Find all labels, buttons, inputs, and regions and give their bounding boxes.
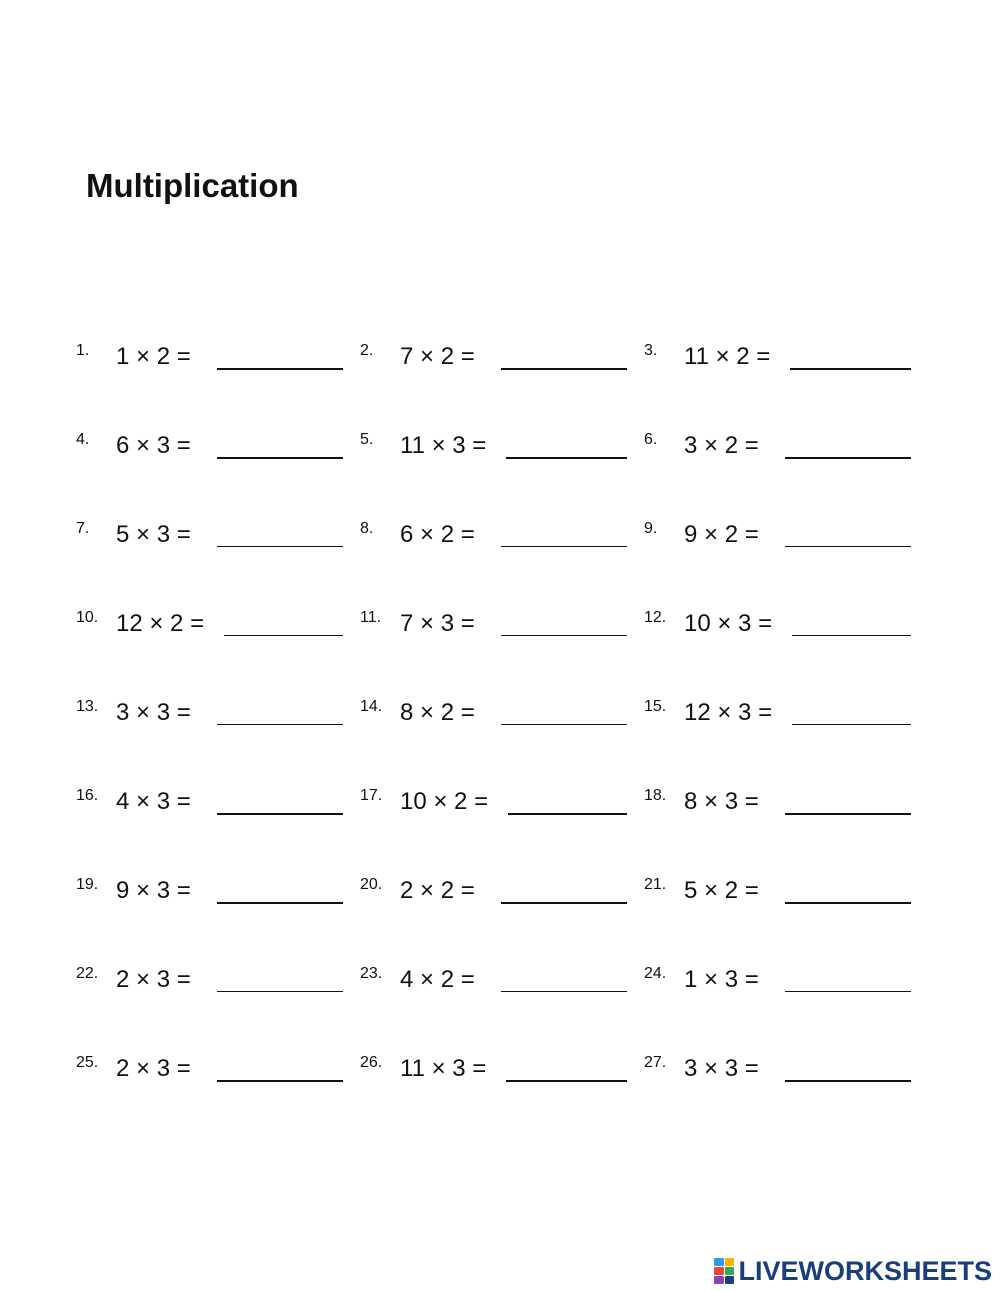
problem-number: 25.: [76, 1054, 99, 1071]
problem-number: 2.: [360, 342, 374, 359]
problem-expression: 9 × 3 =: [116, 877, 191, 904]
answer-input[interactable]: [508, 813, 627, 815]
problem-expression: 12 × 3 =: [684, 699, 773, 726]
problem-expression: 11 × 3 =: [400, 432, 487, 459]
problem-number: 27.: [644, 1054, 667, 1071]
answer-input[interactable]: [785, 813, 911, 815]
problem-item: [360, 699, 627, 739]
problem-item: [76, 877, 343, 917]
problem-item: [644, 610, 911, 650]
problem-item: [644, 699, 911, 739]
problem-item: [76, 1055, 343, 1095]
answer-input[interactable]: [785, 991, 911, 992]
problem-expression: 6 × 2 =: [400, 521, 475, 548]
answer-input[interactable]: [501, 902, 627, 904]
problem-expression: 6 × 3 =: [116, 432, 191, 459]
answer-input[interactable]: [501, 546, 627, 547]
problem-number: 4.: [76, 431, 90, 448]
problem-number: 9.: [644, 520, 658, 537]
problem-item: [76, 788, 343, 828]
problem-item: [360, 432, 627, 472]
answer-input[interactable]: [506, 457, 627, 459]
problem-item: [360, 610, 627, 650]
problem-expression: 3 × 3 =: [116, 699, 191, 726]
problem-number: 10.: [76, 609, 99, 626]
problem-expression: 3 × 3 =: [684, 1055, 759, 1082]
problem-expression: 7 × 2 =: [400, 343, 475, 370]
problem-item: [76, 432, 343, 472]
problem-expression: 2 × 2 =: [400, 877, 475, 904]
answer-input[interactable]: [217, 457, 343, 459]
problem-expression: 1 × 3 =: [684, 966, 759, 993]
answer-input[interactable]: [785, 546, 911, 547]
problem-number: 23.: [360, 965, 383, 982]
problem-number: 15.: [644, 698, 667, 715]
problem-expression: 10 × 3 =: [684, 610, 773, 637]
answer-input[interactable]: [217, 813, 343, 815]
problem-number: 16.: [76, 787, 99, 804]
problem-number: 6.: [644, 431, 658, 448]
answer-input[interactable]: [790, 368, 911, 370]
problem-expression: 4 × 3 =: [116, 788, 191, 815]
problem-number: 22.: [76, 965, 99, 982]
problem-number: 7.: [76, 520, 90, 537]
problem-expression: 9 × 2 =: [684, 521, 759, 548]
answer-input[interactable]: [501, 635, 627, 636]
answer-input[interactable]: [785, 902, 911, 904]
answer-input[interactable]: [792, 724, 911, 725]
problem-item: [644, 788, 911, 828]
problem-number: 19.: [76, 876, 99, 893]
problem-number: 5.: [360, 431, 374, 448]
answer-input[interactable]: [501, 368, 627, 370]
problem-expression: 8 × 3 =: [684, 788, 759, 815]
problem-expression: 4 × 2 =: [400, 966, 475, 993]
problem-expression: 1 × 2 =: [116, 343, 191, 370]
problem-expression: 7 × 3 =: [400, 610, 475, 637]
problem-item: [76, 966, 343, 1006]
problem-item: [76, 343, 343, 383]
problem-item: [644, 966, 911, 1006]
problem-expression: 12 × 2 =: [116, 610, 205, 637]
answer-input[interactable]: [785, 1080, 911, 1082]
answer-input[interactable]: [217, 902, 343, 904]
problem-expression: 11 × 3 =: [400, 1055, 487, 1082]
problem-item: [644, 521, 911, 561]
problem-number: 20.: [360, 876, 383, 893]
problem-number: 8.: [360, 520, 374, 537]
answer-input[interactable]: [506, 1080, 627, 1082]
problem-expression: 5 × 2 =: [684, 877, 759, 904]
problem-number: 24.: [644, 965, 667, 982]
problem-item: [360, 1055, 627, 1095]
problem-item: [360, 343, 627, 383]
problem-expression: 8 × 2 =: [400, 699, 475, 726]
problem-number: 3.: [644, 342, 658, 359]
problem-item: [644, 432, 911, 472]
answer-input[interactable]: [217, 724, 343, 725]
answer-input[interactable]: [224, 635, 343, 636]
problem-number: 1.: [76, 342, 90, 359]
problem-item: [360, 521, 627, 561]
problem-item: [644, 1055, 911, 1095]
problem-item: [76, 610, 343, 650]
problem-expression: 5 × 3 =: [116, 521, 191, 548]
problem-item: [76, 521, 343, 561]
problem-expression: 2 × 3 =: [116, 966, 191, 993]
page-title: Multiplication: [86, 167, 299, 204]
answer-input[interactable]: [217, 368, 343, 370]
answer-input[interactable]: [217, 991, 343, 992]
problem-number: 21.: [644, 876, 667, 893]
problem-item: [360, 966, 627, 1006]
liveworksheets-logo-icon: [714, 1258, 734, 1284]
problem-number: 17.: [360, 787, 383, 804]
liveworksheets-logo: [714, 1255, 992, 1287]
answer-input[interactable]: [217, 1080, 343, 1082]
problem-number: 26.: [360, 1054, 383, 1071]
answer-input[interactable]: [792, 635, 911, 636]
answer-input[interactable]: [501, 724, 627, 725]
problem-number: 11.: [360, 609, 382, 626]
problem-number: 12.: [644, 609, 667, 626]
problem-expression: 2 × 3 =: [116, 1055, 191, 1082]
answer-input[interactable]: [785, 457, 911, 459]
answer-input[interactable]: [501, 991, 627, 992]
problem-expression: 11 × 2 =: [684, 343, 771, 370]
problem-item: [360, 877, 627, 917]
problem-number: 14.: [360, 698, 383, 715]
problem-number: 13.: [76, 698, 99, 715]
problem-item: [76, 699, 343, 739]
problem-item: [644, 877, 911, 917]
problem-expression: 3 × 2 =: [684, 432, 759, 459]
logo-text: LIVEWORKSHEETS: [738, 1255, 992, 1286]
problem-item: [360, 788, 627, 828]
problem-number: 18.: [644, 787, 667, 804]
answer-input[interactable]: [217, 546, 343, 547]
problem-item: [644, 343, 911, 383]
problem-expression: 10 × 2 =: [400, 788, 489, 815]
